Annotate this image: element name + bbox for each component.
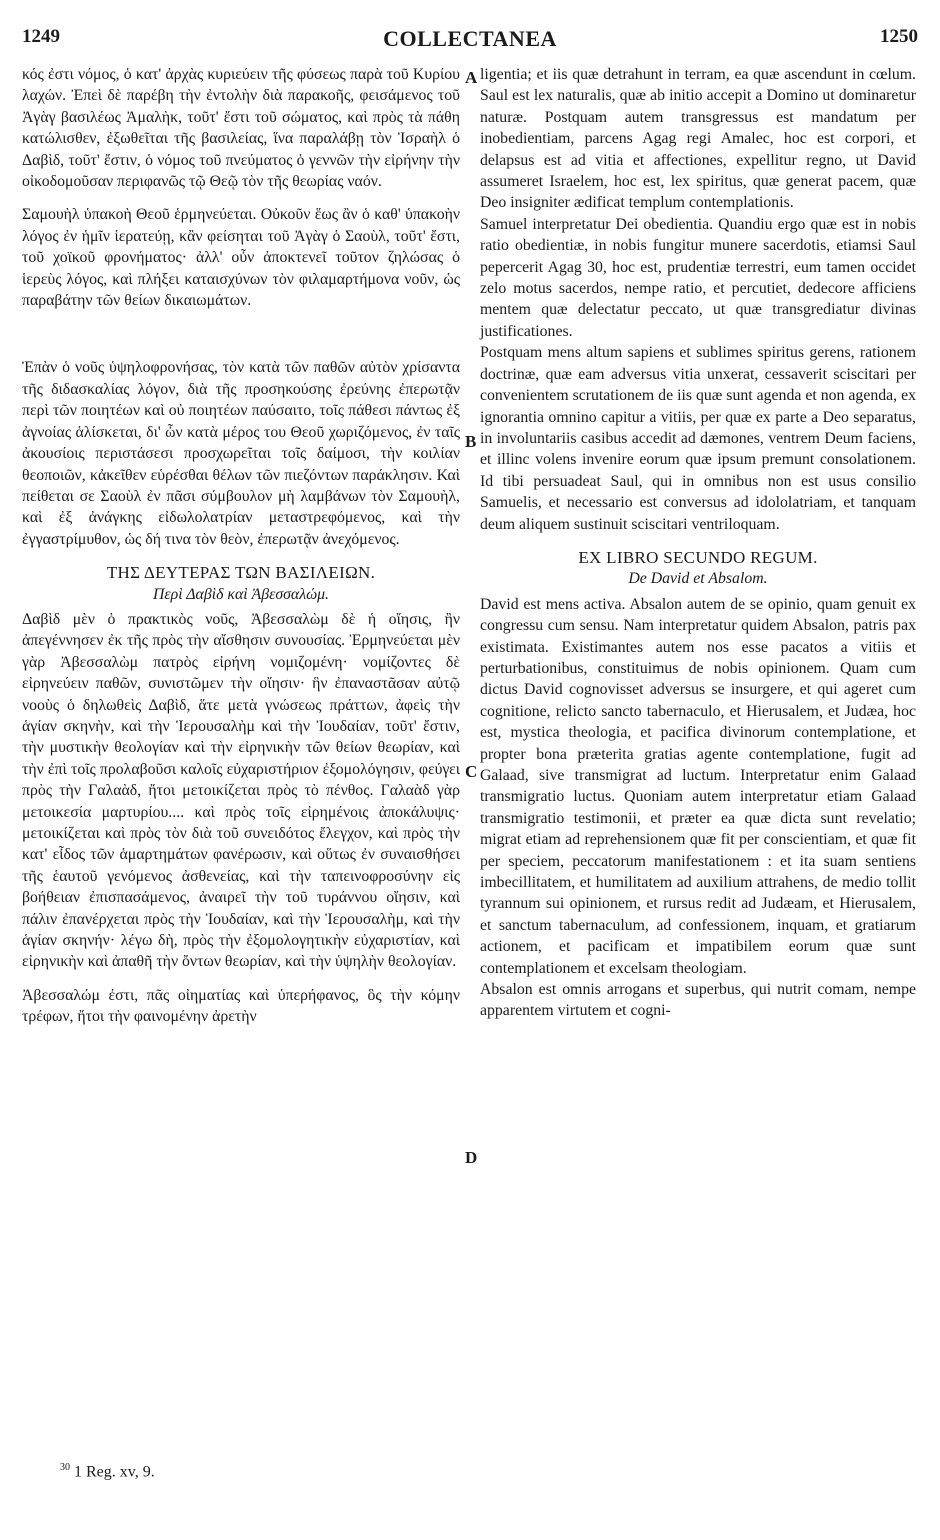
greek-paragraph-2: Σαμουὴλ ὑπακοὴ Θεοῦ ἑρμηνεύεται. Οὐκοῦν ἕως ἂν ὁ καθ' ὑπακοὴν λόγος ἐν ἡμῖν ἱερατεύῃ, κἂν φείσηται τοῦ Ἀγὰγ ὁ Σαοὺλ, τοῦτ' ἔστι, τοῦ χοϊκοῦ φρονήματος· ἀλλ' οὖν ἀποκτενεῖ τοῦτον ζηλώσας ὁ ἱερεὺς λόγος, καὶ πλήξει καταισχύνων τὸν φιλαμαρτήμονα νοῦν, ὡς παραβάτην τῶν θείων δικαιωμάτων. — [22, 206, 460, 310]
latin-paragraph-2: Samuel interpretatur Dei obedientia. Quandiu ergo quæ est in nobis ratio obedientiæ, in nobis fungitur munere sacerdotis, etiamsi Saul pepercerit Agag 30, hoc est, prudentiæ terrestri, eum tamen occidet zelo motus sacerdos, nempe ratio, et percutiet, dedecore afficiens mentem quæ delectatur peccato, ut quæ transgrediatur divinas justificationes. — [480, 215, 916, 340]
latin-paragraph-5: Absalon est omnis arrogans et superbus, qui nutrit comam, nempe apparentem virtutem et cogni- — [480, 981, 916, 1020]
page-number-left: 1249 — [22, 26, 60, 47]
greek-paragraph-5: Ἀβεσσαλώμ ἐστι, πᾶς οἰηματίας καὶ ὑπερήφανος, ὃς τὴν κόμην τρέφων, ἤτοι τὴν φαινομένην ἀρετὴν — [22, 986, 460, 1026]
footnote-number: 30 — [60, 1462, 70, 1473]
greek-section-heading: ΤΗΣ ΔΕΥΤΕΡΑΣ ΤΩΝ ΒΑΣΙΛΕΙΩΝ. — [106, 563, 376, 583]
greek-section-subheading: Περὶ Δαβὶδ καὶ Ἀβεσσαλώμ. — [153, 585, 329, 603]
latin-column — [480, 64, 916, 1022]
latin-section-heading: EX LIBRO SECUNDO REGUM. — [578, 547, 818, 567]
greek-paragraph-1: κός ἐστι νόμος, ὁ κατ' ἀρχὰς κυριεύειν τῆς φύσεως παρὰ τοῦ Κυρίου λαχών. Ἐπεὶ δὲ παρέβη τὴν ἐντολὴν διὰ παρακοῆς, φεισάμενος τοῦ Ἀγὰγ βασιλέως Ἀμαλὴκ, τοῦτ' ἔστι τοῦ σώματος, καὶ πρὸς τὰ πάθη κατώλισθεν, ἐξωθεῖται τῆς βασιλείας, ἵνα παραλάβῃ τὸν Ἰσραὴλ ὁ Δαβὶδ, τοῦτ' ἔστιν, ὁ νόμος τοῦ πνεύματος ὁ γεννῶν τὴν εἰρήνην τὴν οἰκοδομοῦσαν περιφανῶς τῷ Θεῷ τὸν τῆς θεωρίας ναόν. — [22, 66, 460, 191]
footnote — [60, 1462, 155, 1481]
latin-paragraph-1: ligentia; et iis quæ detrahunt in terram, ea quæ ascendunt in cœlum. Saul est lex naturalis, quæ ab initio accepit a Domino ut dominaretur naturæ. Postquam autem transgressus est mandatum per inobedientiam, parcens Agag regi Amalec, hoc est corpori, et delapsus est ad vitia et affectiones, expellitur regno, ut David assumeret Israelem, hoc est, lex spiritus, quæ generat pacem, quæ Deo insigniter ædificat templum contemplationis. — [480, 66, 916, 212]
greek-column — [22, 64, 460, 1028]
greek-paragraph-3: Ἐπὰν ὁ νοῦς ὑψηλοφρονήσας, τὸν κατὰ τῶν παθῶν αὐτὸν χρίσαντα τῆς διδασκαλίας λόγον, διὰ τῆς προσηκούσης ἐρεύνης ἐπερωτᾷν περὶ τῶν ποιητέων καὶ οὐ ποιητέων παύσαιτο, τοῖς πάθεσι πάντως ἐξ ἀγνοίας ἁλίσκεται, δι' ὧν κατὰ μέρος του Θεοῦ χωριζόμενος, ἐν ταῖς ἀκουσίοις περιστάσεσι προσχωρεῖται τοῖς δαίμοσι, τὴν κοιλίαν θεοποιῶν, κἀκεῖθεν εὑρέσθαι θέλων τῶν πιεζόντων παράκλησιν. Καὶ πείθεται σε Σαοὺλ ἐν πᾶσι σύμβουλον μὴ λαμβάνων τὸν Σαμουὴλ, καὶ ἐξ ἀνάγκης εἰδωλολατρίαν μεταστρεφόμενος, καὶ τὴν ἐγγαστρίμυθον, ὡς δή τινα τὸν θεὸν, ἐπερωτᾷν ἀνεχόμενος. — [22, 359, 460, 548]
margin-marker-b: B — [465, 432, 477, 451]
running-header — [22, 26, 918, 56]
margin-marker-c: C — [465, 762, 478, 781]
latin-section-subheading: De David et Absalom. — [628, 570, 768, 588]
page-number-right: 1250 — [880, 26, 918, 47]
margin-marker-a: A — [465, 68, 478, 87]
greek-paragraph-4: Δαβὶδ μὲν ὁ πρακτικὸς νοῦς, Ἀβεσσαλὼμ δὲ ἡ οἴησις, ἣν ἀπεγέννησεν ἐκ τῆς πρὸς τὴν αἴσθησιν συνουσίας. Ἑρμηνεύεται μὲν γὰρ Ἀβεσσαλὼμ πατρὸς εἰρήνη νομιζομένη· νομίζοντες δὲ εἰρηνεύειν παθῶν, συνιστῶμεν τὴν οἴησιν· ἣν ἐπαναστᾶσαν αὐτῷ νοοὺς ὁ δηλωθεὶς Δαβὶδ, ἅτε μετὰ γνώσεως πράττων, ἀφεὶς τὴν ἁγίαν σκηνὴν, καὶ τὴν Ἱερουσαλὴμ καὶ τὴν Ἰουδαίαν, τοῦτ' ἔστιν, τὴν μυστικὴν θεολογίαν καὶ τὴν εἰρηνικὴν τῶν θείων θεωρίαν, καὶ τὴν ἐπὶ τοῖς προλαβοῦσι καλοῖς εὐχαριστήριον ἐξομολόγησιν, φεύγει πρὸς τὴν Γαλαὰδ, ἤτοι μετοικίζεται πρὸς τὸ πένθος. Γαλαὰδ γὰρ μετοικεσία μαρτυρίου.... καὶ πρὸς τοῖς εἰρημένοις ἀποκάλυψις· μετοικίζεται καὶ πρὸς τὸν διὰ τοῦ συνειδότος ἔλεγχον, καὶ πρὸς τὴν κατ' εἶδος τῶν ἁμαρτημάτων φανέρωσιν, καὶ οὕτως ἐν συναισθήσει τῆς ἑαυτοῦ γενόμενος ἀσθενείας, καὶ τὴν ταπεινοφροσύνην εἰς βοήθειαν ἐπισπασάμενος, ἀναιρεῖ τὴν τοῦ τυράννου οἴησιν, καὶ πάλιν ἐπανέρχεται πρὸς τὴν Ἰουδαίαν, καὶ τὴν Ἱερουσαλὴμ, καὶ τὴν ἁγίαν σκηνήν· λέγω δὴ, πρὸς τὴν ἐξομολογητικὴν εὐχαριστίαν, καὶ εἰρηνικὴν καὶ ἀπαθῆ τὴν ὄντων θεωρίαν, καὶ τὴν ὑψηλὴν θεολογίαν. — [22, 610, 460, 971]
running-title: COLLECTANEA — [383, 26, 557, 51]
footnote-text: 1 Reg. xv, 9. — [74, 1463, 155, 1481]
latin-paragraph-4: David est mens activa. Absalon autem de se opinio, quam genuit ex congressu cum sensu. Nam interpretatur quidem Absalon, patris pax existimata. Existimantes autem nos esse pacatos a vitiis et perturbationibus, constituimus de nobis opinionem. Quam cum dictus David cognovisset adversus se insurgere, et qui ageret cum cognitione, relicto sancto tabernaculo, et Hierusalem, et Judæa, hoc est, mystica theologia, et pacifica divinorum contemplatione, et propter bona præterita gratias agente contemplatione, fugit ad Galaad, sive transmigrat ad luctum. Interpretatur enim Galaad transmigratio luctus. Quoniam autem interpretatur etiam Galaad transmigratio testimonii, et præter ea quæ dicta sunt revelatio; migrat etiam ad reprehensionem quæ fit per conscientiam, et quæ fit per speciem, peccatorum manifestationem : et ita suam sentiens imbecillitatem, et humilitatem ad auxilium attrahens, de medio tollit tyrannum sui opinionem, et rursus redit ad Judæam, et Hierusalem, et sanctum tabernaculum, ad confessionem, inquam, et gratiarum actionem, et pacificam et impatibilem eorum quæ sunt contemplationem et excelsam theologiam. — [480, 595, 916, 977]
latin-paragraph-3: Postquam mens altum sapiens et sublimes spiritus gerens, rationem doctrinæ, quæ eam adversus vitia unxerat, cessaverit sciscitari per convenientem scrutationem de iis quæ sunt agenda et non agenda, ex ignorantia omnino capitur a vitiis, per quæ ex parte a Deo separatus, in involuntariis casibus accedit ad dæmones, ventrem Deum faciens, et illinc volens invenire eorum quæ ipsum premunt consolationem. Id tibi persuadeat Saul, qui in omnibus non est usus consilio Samuelis, et necessario est conversus ad idololatriam, et tanquam deum aliquem sustinuit sciscitari ventriloquam. — [480, 344, 916, 533]
margin-marker-d: D — [465, 1148, 478, 1167]
